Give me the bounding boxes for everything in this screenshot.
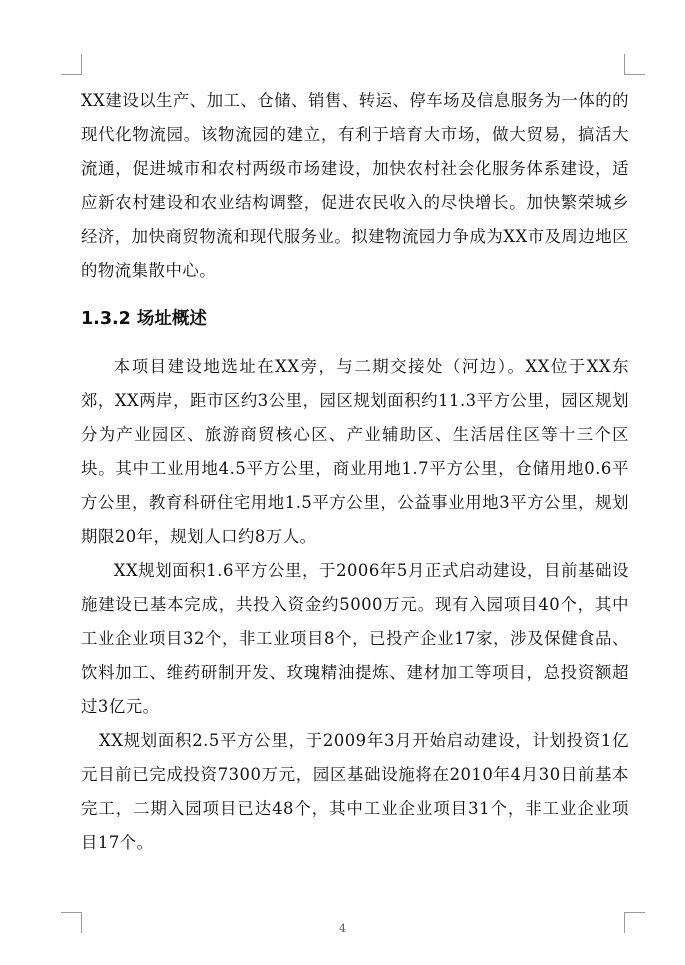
corner-mark-top-left — [61, 54, 82, 75]
section-heading: 1.3.2 场址概述 — [81, 309, 207, 329]
phase-one-paragraph: XX规划面积1.6平方公里，于2006年5月正式启动建设，目前基础设施建设已基本完成，共投入资金约5000万元。现有入园项目40个，其中工业企业项目32个，非工业项目8个，已投产企业17家，涉及保健食品、饮料加工、维药研制开发、玫瑰精油提炼、建材加工等项目，总投资额超过3亿元。 — [81, 561, 629, 716]
site-overview-paragraph: 本项目建设地选址在XX旁，与二期交接处（河边）。XX位于XX东郊，XX两岸，距市区约3公里，园区规划面积约11.3平方公里，园区规划分为产业园区、旅游商贸核心区、产业辅助区、生活居住区等十三个区块。其中工业用地4.5平方公里，商业用地1.7平方公里，仓储用地0.6平方公里，教育科研住宅用地1.5平方公里，公益事业用地3平方公里，规划期限20年，规划人口约8万人。 — [81, 357, 629, 546]
page-number: 4 — [339, 922, 346, 935]
document-body — [81, 84, 629, 860]
intro-paragraph: XX建设以生产、加工、仓储、销售、转运、停车场及信息服务为一体的的现代化物流园。该物流园的建立，有利于培育大市场，做大贸易，搞活大流通，促进城市和农村两级市场建设，加快农村社会化服务体系建设，适应新农村建设和农业结构调整，促进农民收入的尽快增长。加快繁荣城乡经济，加快商贸物流和现代服务业。拟建物流园力争成为XX市及周边地区的物流集散中心。 — [81, 91, 629, 280]
phase-two-paragraph: XX规划面积2.5平方公里，于2009年3月开始启动建设，计划投资1亿元目前已完成投资7300万元，园区基础设施将在2010年4月30日前基本完工，二期入园项目已达48个，其中工业企业项目31个，非工业企业项目17个。 — [81, 731, 629, 852]
corner-mark-top-right — [624, 54, 645, 75]
